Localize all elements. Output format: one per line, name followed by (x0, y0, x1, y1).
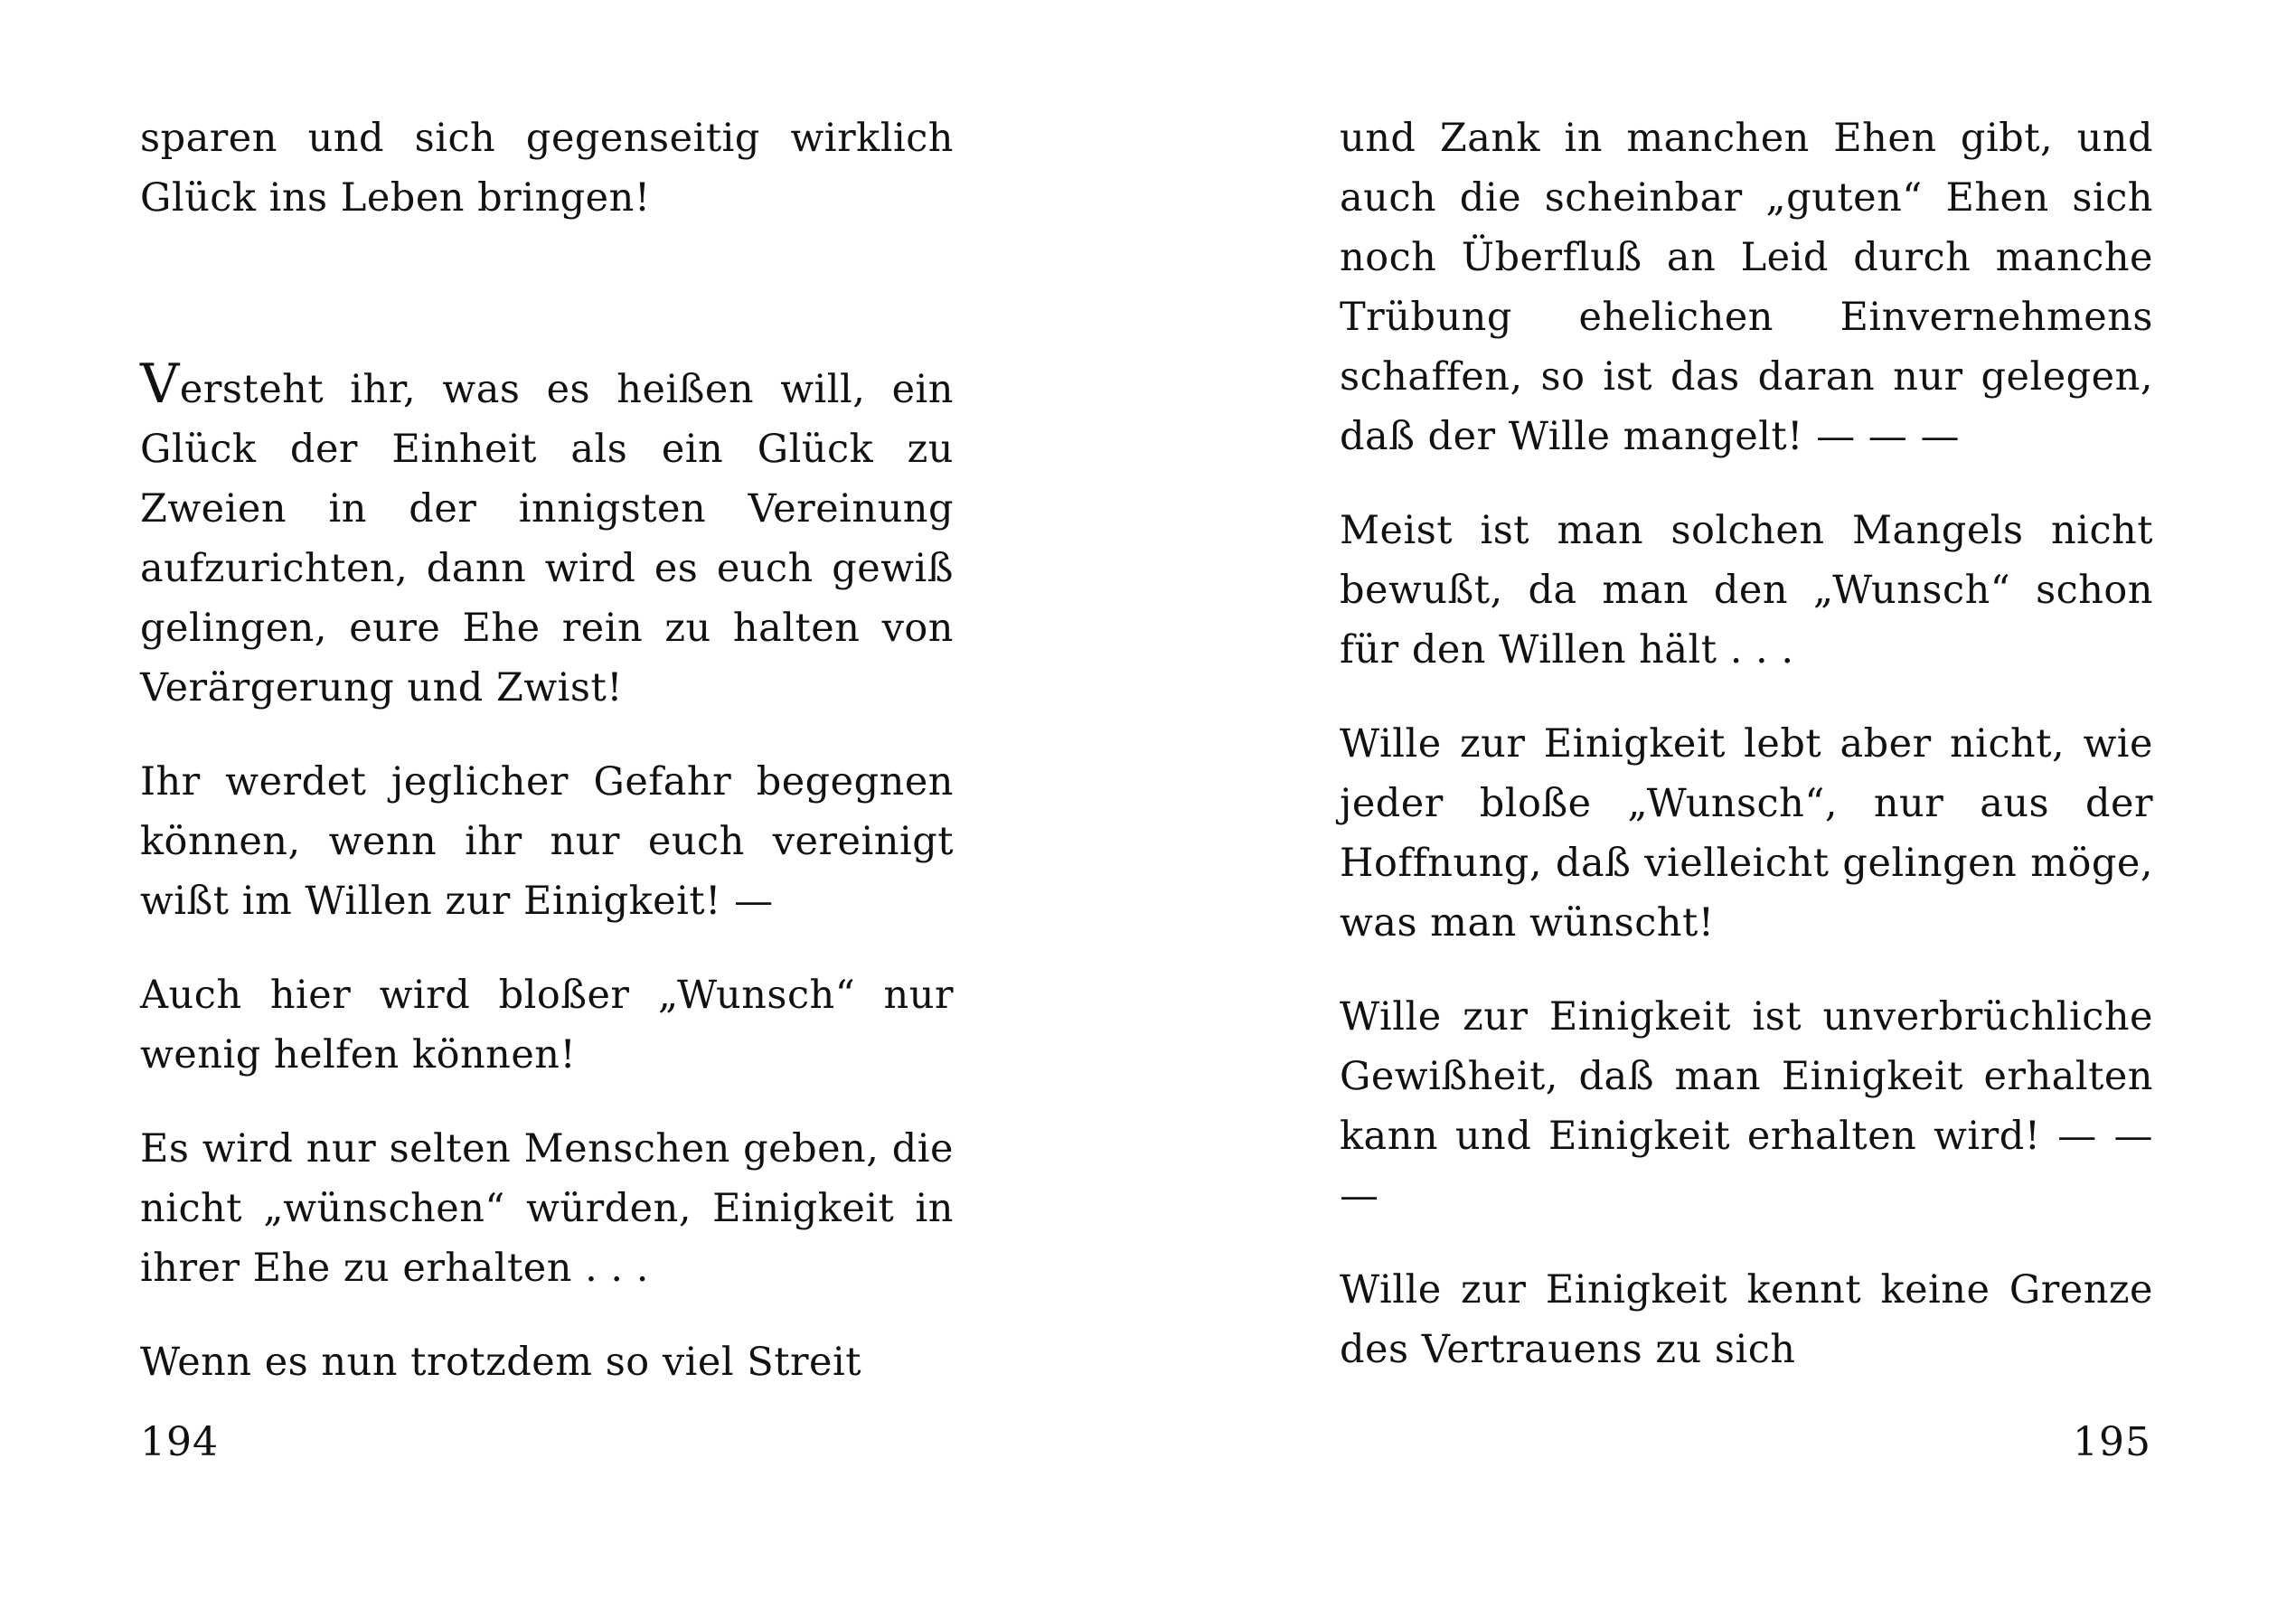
left-page (140, 108, 954, 1519)
paragraph: Ihr werdet jeglicher Gefahr begegnen können, wenn ihr nur euch vereinigt wißt im Willen zur Einigkeit! — (140, 759, 954, 924)
page-number-right: 195 (2073, 1419, 2151, 1465)
paragraph: Wille zur Einigkeit kennt keine Grenze des Vertrauens zu sich (1340, 1267, 2153, 1372)
paragraph: Es wird nur selten Menschen geben, die nicht „wünschen“ würden, Einigkeit in ihrer Ehe zu erhalten . . . (140, 1126, 954, 1291)
paragraph: Auch hier wird bloßer „Wunsch“ nur wenig helfen können! (140, 973, 954, 1077)
paragraph-with-dropcap (140, 354, 954, 718)
paragraph: und Zank in manchen Ehen gibt, und auch die scheinbar „guten“ Ehen sich noch Überfluß an Leid durch manche Trübung ehelichen Einvernehmens schaffen, so ist das daran nur gelegen, daß der Wille mangelt! — — — (1340, 116, 2153, 459)
paragraph: Wille zur Einigkeit lebt aber nicht, wie jeder bloße „Wunsch“, nur aus der Hoffnung, daß vielleicht gelingen möge, was man wünscht! (1340, 721, 2153, 946)
paragraph: sparen und sich gegenseitig wirklich Glück ins Leben bringen! (140, 116, 954, 221)
dropcap: V (140, 353, 180, 416)
paragraph: Wille zur Einigkeit ist unverbrüchliche Gewißheit, daß man Einigkeit erhalten kann und Einigkeit erhalten wird! — — — (1340, 994, 2153, 1219)
right-page (1340, 108, 2153, 1519)
paragraph: Meist ist man solchen Mangels nicht bewußt, da man den „Wunsch“ schon für den Willen hält . . . (1340, 508, 2153, 673)
paragraph: Wenn es nun trotzdem so viel Streit (140, 1340, 862, 1385)
paragraph-text: ersteht ihr, was es heißen will, ein Glück der Einheit als ein Glück zu Zweien in der innigsten Vereinung aufzurichten, dann wird es euch gewiß gelingen, eure Ehe rein zu halten von Verärgerung und Zwist! (140, 367, 954, 710)
page-number-left: 194 (140, 1419, 219, 1465)
